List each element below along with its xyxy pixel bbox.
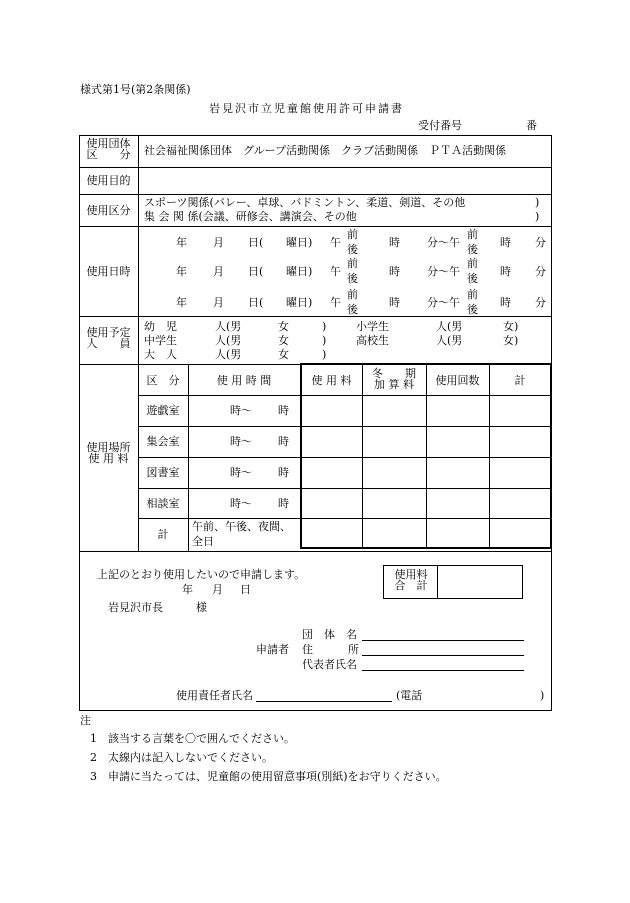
fee-header-count: 使用回数 (435, 374, 480, 387)
fee-header-fee: 使 用 料 (311, 374, 352, 387)
fee-total-label: 使用料 合 計 (394, 568, 428, 592)
org-name-label: 団 体 名 (302, 628, 357, 641)
purpose-label: 使用目的 (86, 174, 131, 187)
group-type-label: 使用団体 区 分 (86, 137, 131, 161)
room-name: 集会室 (146, 435, 180, 448)
phone-label: (電話 (396, 689, 423, 702)
address-label-2: 所 (348, 643, 359, 656)
rep-name-label: 代表者氏名 (302, 658, 357, 671)
fee-header-division: 区 分 (146, 374, 180, 387)
notes-heading: 注 (80, 714, 91, 727)
category-label: 使用区分 (86, 204, 131, 217)
application-statement: 上記のとおり使用したいので申請します。 (97, 568, 306, 581)
responsible-label: 使用責任者氏名 (176, 689, 253, 702)
category-sports: スポーツ関係(バレー、卓球、バドミントン、柔道、剣道、その他 (144, 196, 466, 209)
people-label: 使用予定 人 員 (86, 326, 131, 350)
room-name: 図書室 (146, 466, 180, 479)
application-date-day: 日 (240, 583, 251, 596)
receipt-suffix: 番 (526, 119, 537, 132)
fee-header-total: 計 (514, 374, 526, 387)
addressee: 岩見沢市長 様 (108, 601, 207, 614)
receipt-label: 受付番号 (418, 119, 462, 132)
address-line (362, 655, 524, 656)
rep-name-line (362, 670, 524, 671)
responsible-line (256, 701, 392, 702)
room-name: 遊戯室 (146, 404, 180, 417)
fee-header-winter: 冬 期 加 算 料 (372, 367, 416, 391)
address-label-1: 住 (302, 643, 313, 656)
total-label: 計 (157, 528, 169, 541)
group-type-options: 社会福祉関係団体 グループ活動関係 クラブ活動関係 ＰＴＡ活動関係 (144, 144, 507, 157)
form-number: 様式第1号(第2条関係) (80, 83, 191, 96)
category-meeting-close: ) (535, 210, 540, 223)
category-meeting: 集 会 関 係(会議、研修会、講演会、その他 (144, 210, 357, 223)
applicant-label: 申請者 (256, 643, 289, 656)
category-sports-close: ) (535, 196, 540, 209)
place-label: 使用場所 使 用 料 (86, 441, 131, 465)
phone-close: ) (540, 689, 545, 702)
form-title: 岩見沢市立児童館使用許可申請書 (209, 102, 404, 115)
fee-header-time: 使 用 時 間 (216, 374, 272, 387)
application-date-month: 月 (212, 583, 223, 596)
datetime-label: 使用日時 (86, 265, 131, 278)
org-name-line (362, 640, 524, 641)
room-name: 相談室 (146, 497, 180, 510)
application-date-year: 年 (182, 583, 193, 596)
